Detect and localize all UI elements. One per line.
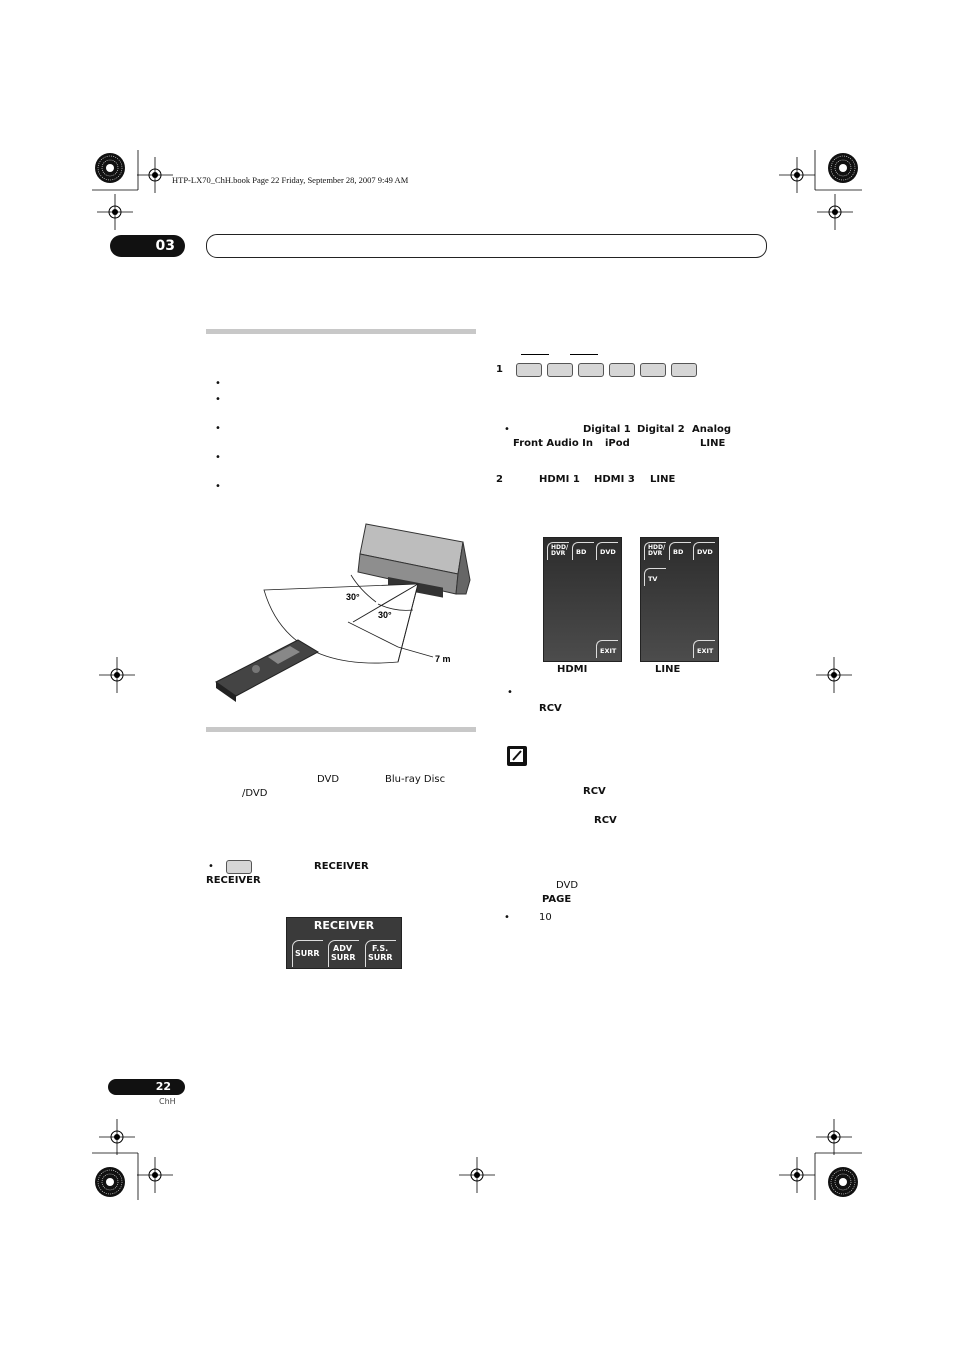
line-screen-caption: LINE	[655, 664, 681, 675]
distance-label: 7 m	[435, 654, 451, 664]
rcv-label-2: RCV	[583, 786, 606, 797]
chapter-badge	[110, 235, 185, 257]
step2-line: LINE	[650, 474, 676, 485]
tab-hdd-dvr[interactable]: HDD/ DVR	[547, 542, 569, 560]
input-button-6	[671, 363, 697, 377]
inline-dvd: DVD	[317, 774, 340, 785]
receiver-panel	[286, 917, 402, 969]
bullet: •	[215, 378, 221, 389]
hdmi-screen	[543, 537, 622, 662]
exit-button[interactable]: EXIT	[693, 640, 715, 658]
rcv-label-3: RCV	[594, 815, 617, 826]
input-line: LINE	[700, 438, 726, 449]
angle-label-bottom: 30°	[378, 610, 392, 620]
tab-dvd[interactable]: DVD	[596, 542, 618, 560]
note-page: PAGE	[542, 894, 572, 905]
tab-bd[interactable]: BD	[669, 542, 691, 560]
tab-tv[interactable]: TV	[644, 568, 666, 586]
bullet: •	[215, 394, 221, 405]
page-number-badge	[108, 1079, 185, 1095]
tab-hdd-dvr[interactable]: HDD/ DVR	[644, 542, 666, 560]
step-1-number: 1	[496, 364, 503, 375]
input-analog: Analog	[692, 424, 732, 435]
fs-surr-button[interactable]: F.S. SURR	[365, 940, 396, 967]
chapter-title-box	[206, 234, 767, 258]
overline-1	[521, 354, 549, 355]
bullet: •	[215, 423, 221, 434]
input-digital-1: Digital 1	[583, 424, 631, 435]
tab-bd[interactable]: BD	[572, 542, 594, 560]
inline-bluray: Blu-ray Disc	[385, 774, 446, 785]
exit-button[interactable]: EXIT	[596, 640, 618, 658]
bullet: •	[507, 687, 513, 698]
page-lang: ChH	[159, 1097, 176, 1106]
surr-button[interactable]: SURR	[292, 940, 323, 967]
rcv-label-1: RCV	[539, 703, 562, 714]
step2-hdmi1: HDMI 1	[539, 474, 580, 485]
section-rule-bottom	[206, 727, 476, 732]
angle-label-top: 30°	[346, 592, 360, 602]
chapter-number: 03	[155, 238, 175, 254]
receiver-label-2: RECEIVER	[206, 875, 261, 886]
bullet: •	[504, 912, 510, 923]
input-button-1	[516, 363, 542, 377]
bullet: •	[208, 861, 214, 872]
input-ipod: iPod	[605, 438, 630, 449]
bullet: •	[215, 481, 221, 492]
bullet: •	[215, 452, 221, 463]
input-button-2	[547, 363, 573, 377]
input-front-audio: Front Audio In	[513, 438, 594, 449]
overline-2	[570, 354, 598, 355]
input-button-4	[609, 363, 635, 377]
input-digital-2: Digital 2	[637, 424, 685, 435]
receiver-button-icon	[226, 860, 252, 874]
note-ten: 10	[539, 912, 552, 923]
bullet: •	[504, 424, 510, 435]
step-2-number: 2	[496, 474, 503, 485]
note-dvd: DVD	[556, 880, 579, 891]
input-button-5	[640, 363, 666, 377]
step2-hdmi3: HDMI 3	[594, 474, 635, 485]
section-rule-top	[206, 329, 476, 334]
line-screen	[640, 537, 719, 662]
input-button-3	[578, 363, 604, 377]
note-pencil-icon	[507, 746, 527, 766]
adv-surr-button[interactable]: ADV SURR	[328, 940, 359, 967]
tab-dvd[interactable]: DVD	[693, 542, 715, 560]
hdmi-screen-caption: HDMI	[557, 664, 588, 675]
remote-range-figure	[208, 512, 478, 712]
inline-slash-dvd: /DVD	[242, 788, 268, 799]
page-number: 22	[155, 1080, 171, 1093]
print-header: HTP-LX70_ChH.book Page 22 Friday, September 28, 2007 9:49 AM	[172, 175, 409, 185]
receiver-label-1: RECEIVER	[314, 861, 369, 872]
receiver-panel-title: RECEIVER	[313, 919, 375, 932]
